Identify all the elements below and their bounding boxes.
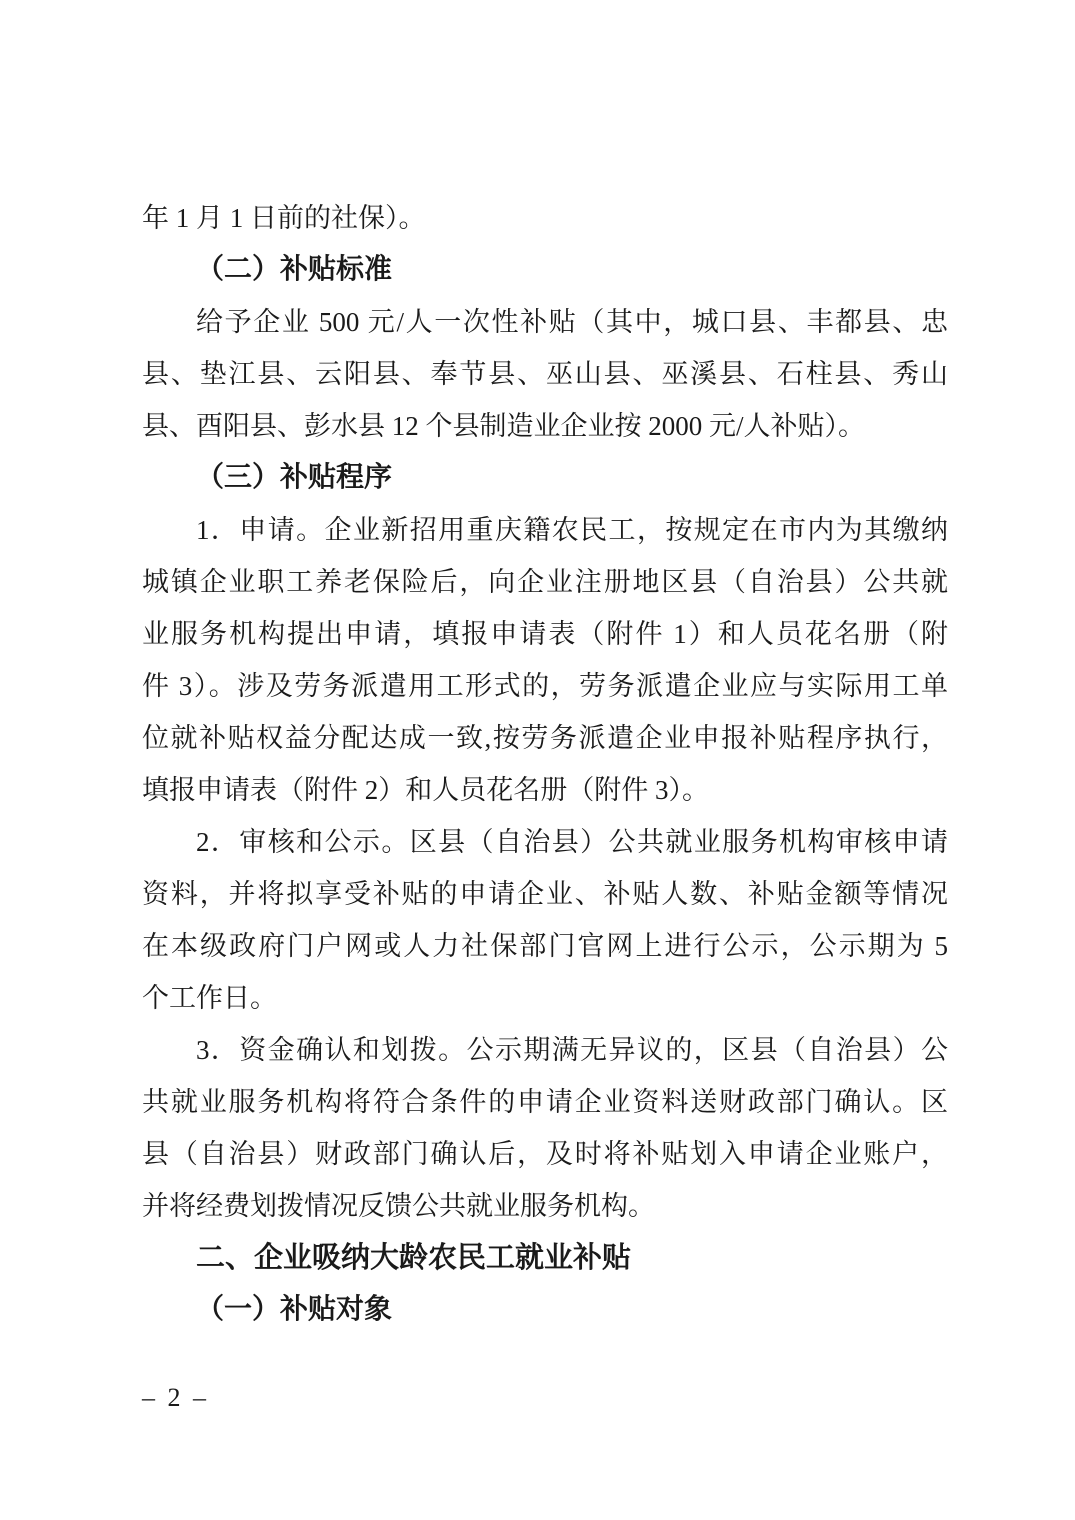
section-heading: 二、企业吸纳大龄农民工就业补贴 <box>196 1242 632 1274</box>
body-text-line: 1．申请。企业新招用重庆籍农民工，按规定在市内为其缴纳 <box>196 515 948 545</box>
body-text-line: 给予企业 500 元/人一次性补贴（其中，城口县、丰都县、忠 <box>196 307 948 337</box>
body-text-line: 在本级政府门户网或人力社保部门官网上进行公示，公示期为 5 <box>142 931 948 961</box>
document-body <box>142 192 948 1336</box>
subsection-heading: （二）补贴标准 <box>196 254 393 285</box>
body-text-line: 并将经费划拨情况反馈公共就业服务机构。 <box>142 1191 655 1221</box>
body-text-line: 件 3）。涉及劳务派遣用工形式的，劳务派遣企业应与实际用工单 <box>142 671 948 701</box>
subsection-heading: （三）补贴程序 <box>196 462 393 493</box>
body-text-line: 县、酉阳县、彭水县 12 个县制造业企业按 2000 元/人补贴）。 <box>142 411 866 441</box>
subsection-heading: （一）补贴对象 <box>196 1294 393 1325</box>
body-text-line: 填报申请表（附件 2）和人员花名册（附件 3）。 <box>142 775 709 805</box>
body-text-line: 个工作日。 <box>142 983 277 1013</box>
page-number: – 2 – <box>142 1383 209 1412</box>
body-text-line: 年 1 月 1 日前的社保）。 <box>142 203 426 233</box>
body-text-line: 资料，并将拟享受补贴的申请企业、补贴人数、补贴金额等情况 <box>142 879 948 909</box>
body-text-line: 县、垫江县、云阳县、奉节县、巫山县、巫溪县、石柱县、秀山 <box>142 359 948 389</box>
body-text-line: 城镇企业职工养老保险后，向企业注册地区县（自治县）公共就 <box>142 567 948 597</box>
body-text-line: 共就业服务机构将符合条件的申请企业资料送财政部门确认。区 <box>142 1087 948 1117</box>
body-text-line: 业服务机构提出申请，填报申请表（附件 1）和人员花名册（附 <box>142 619 948 649</box>
body-text-line: 3．资金确认和划拨。公示期满无异议的，区县（自治县）公 <box>196 1035 948 1065</box>
body-text-line: 位就补贴权益分配达成一致,按劳务派遣企业申报补贴程序执行， <box>142 723 948 753</box>
body-text-line: 县（自治县）财政部门确认后，及时将补贴划入申请企业账户， <box>142 1139 948 1169</box>
body-text-line: 2．审核和公示。区县（自治县）公共就业服务机构审核申请 <box>196 827 948 857</box>
